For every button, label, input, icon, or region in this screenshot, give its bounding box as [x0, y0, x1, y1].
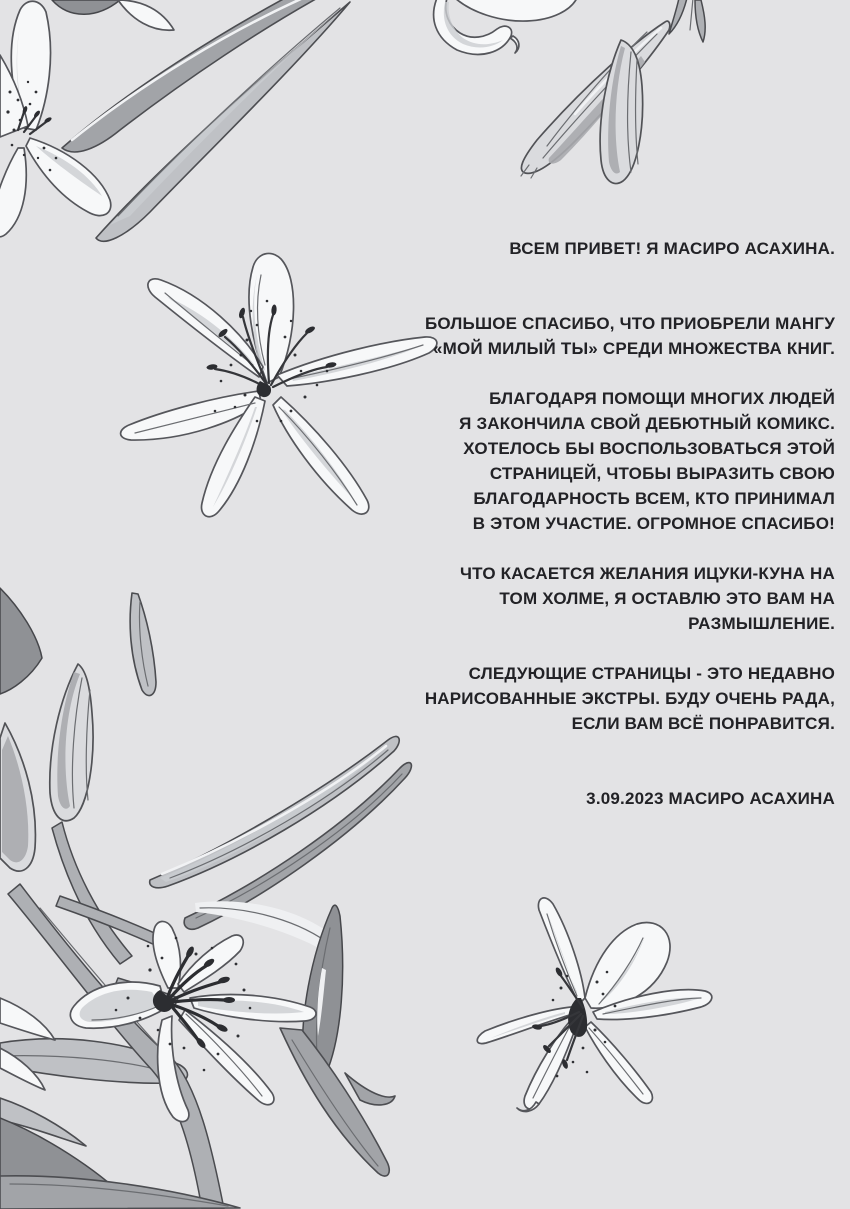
bud-left — [521, 21, 670, 178]
afterword-paragraph-debut-gratitude: БЛАГОДАРЯ ПОМОЩИ МНОГИХ ЛЮДЕЙ Я ЗАКОНЧИЛА СВОЙ ДЕБЮТНЫЙ КОМИКС. ХОТЕЛОСЬ БЫ ВОСПОЛЬЗОВАТЬСЯ ЭТОЙ СТРАНИЦЕЙ, ЧТОБЫ ВЫРАЗИТЬ СВОЮ БЛАГОДАРНОСТЬ ВСЕМ, КТО ПРИНИМАЛ В ЭТОМ УЧАСТИЕ. ОГРОМНОЕ СПАСИБО! — [459, 389, 835, 533]
signature-date-line: 3.09.2023 МАСИРО АСАХИНА — [586, 789, 835, 808]
afterword-paragraph-greeting: ВСЕМ ПРИВЕТ! Я МАСИРО АСАХИНА. — [509, 239, 835, 258]
lily-flower-illustration-middle-left — [95, 245, 440, 540]
right-leaves — [280, 905, 395, 1176]
flower-fragment — [434, 0, 577, 54]
afterword-paragraph-itsuki-wish: ЧТО КАСАЕТСЯ ЖЕЛАНИЯ ИЦУКИ-КУНА НА ТОМ ХОЛМЕ, Я ОСТАВЛЮ ЭТО ВАМ НА РАЗМЫШЛЕНИЕ. — [460, 564, 835, 633]
stem-and-sepals — [669, 0, 705, 42]
petals — [477, 898, 712, 1112]
afterword-paragraph-thanks-purchase: БОЛЬШОЕ СПАСИБО, ЧТО ПРИОБРЕЛИ МАНГУ «МОЙ МИЛЫЙ ТЫ» СРЕДИ МНОЖЕСТВА КНИГ. — [424, 314, 835, 358]
flower-petals — [0, 1, 111, 237]
afterword-paragraph-extras: СЛЕДУЮЩИЕ СТРАНИЦЫ - ЭТО НЕДАВНО НАРИСОВАННЫЕ ЭКСТРЫ. БУДУ ОЧЕНЬ РАДА, ЕСЛИ ВАМ ВСЁ ПОНРАВИТСЯ. — [424, 664, 835, 733]
bloom — [70, 921, 316, 1121]
bud-right — [600, 40, 643, 183]
afterword-text-block — [390, 236, 835, 811]
lily-flower-illustration-bottom-center — [465, 880, 725, 1120]
lily-buds-illustration-top-right — [425, 0, 805, 240]
